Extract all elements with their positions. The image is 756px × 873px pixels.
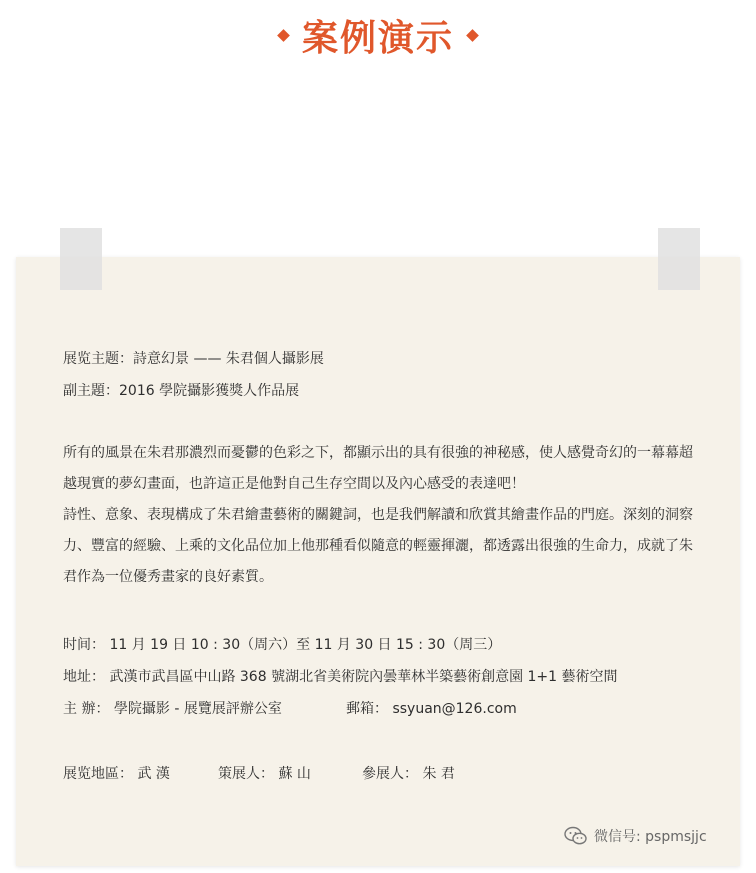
description-paragraph-2: 詩性、意象、表現構成了朱君繪畫藝術的關鍵詞，也是我們解讀和欣賞其繪畫作品的門庭。深刻的洞察力、豐富的經驗、上乘的文化品位加上他那種看似隨意的輕靈揮灑，都透露出很強的生命力，成就了朱君作為一位優秀畫家的良好素質。 — [63, 507, 693, 585]
exhibition-participant: 參展人： 朱 君 — [362, 766, 455, 782]
exhibition-time: 时间： 11 月 19 日 10 : 30（周六）至 11 月 30 日 15 : 30（周三） — [63, 637, 502, 653]
description-paragraph-1: 所有的風景在朱君那濃烈而憂鬱的色彩之下，都顯示出的具有很強的神秘感，使人感覺奇幻的一幕幕超越現實的夢幻畫面，也許這正是他對自己生存空間以及內心感受的表達吧！ — [63, 445, 693, 492]
diamond-icon-left — [277, 29, 290, 42]
exhibition-address: 地址： 武漢市武昌區中山路 368 號湖北省美術院內曇華林半築藝術創意園 1+1 藝術空間 — [63, 669, 618, 685]
contact-email[interactable]: 郵箱： ssyuan@126.com — [346, 701, 517, 717]
heading-title: 案例演示 — [301, 17, 454, 59]
exhibition-region: 展览地區： 武 漢 — [63, 766, 170, 782]
tape-left — [60, 228, 102, 290]
diamond-icon-right — [466, 29, 479, 42]
exhibition-theme: 展览主题：詩意幻景 —— 朱君個人攝影展 — [63, 351, 324, 367]
exhibition-subtitle: 副主題：2016 學院攝影獲獎人作品展 — [63, 383, 300, 399]
wechat-id-text: 微信号: pspmsjjc — [594, 829, 707, 845]
exhibition-curator: 策展人： 蘇 山 — [218, 766, 311, 782]
exhibition-organizer: 主 辦： 學院攝影 - 展覽展評辦公室 — [63, 701, 282, 717]
wechat-icon — [564, 826, 588, 846]
section-heading — [0, 10, 756, 60]
tape-right — [658, 228, 700, 290]
wechat-watermark — [564, 826, 707, 846]
